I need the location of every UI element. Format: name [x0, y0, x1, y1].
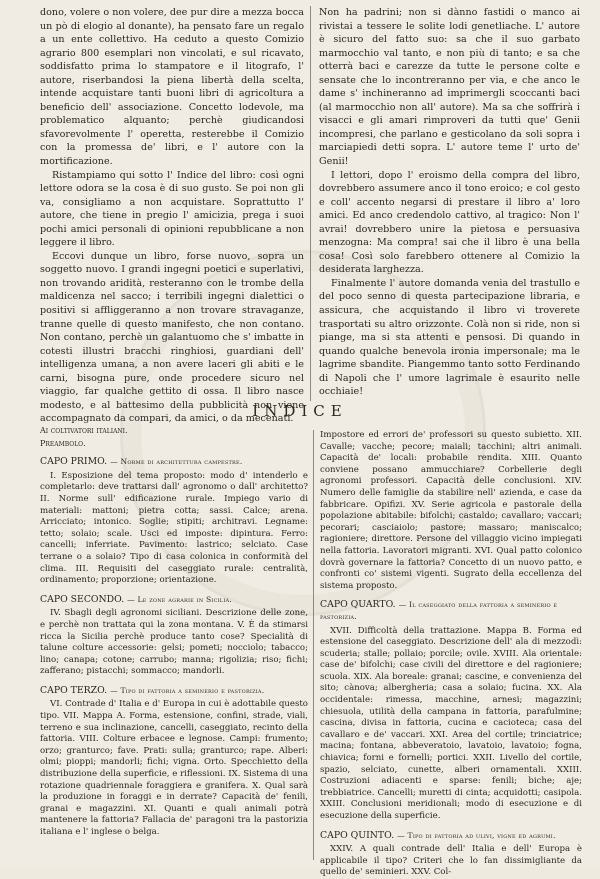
chapter-number: CAPO TERZO.	[40, 684, 108, 696]
article-left-column	[40, 6, 310, 425]
chapter-heading	[320, 599, 582, 622]
chapter-summary: IV. Sbagli degli agronomi siciliani. Descrizione delle zone, e perchè non trattata qui la zona montana. V. È da stimarsi ricca la Sicilia perchè produce tanto cose? Specialità di talune colture accessorie: gelsi; pometi; nocciolo; tabacco; lino; canapa; cotone; carrubo; manna; rigolizia; riso; fichi; zafferano; pistacchi; sommacco; mandorli.	[40, 608, 308, 677]
chapter-heading	[40, 594, 308, 606]
article-paragraph: I lettori, dopo l' eroismo della compra del libro, dovrebbero assumere anco il tono eroico; e col gesto e coll' accento negarsi di prestare il libro a' loro amici. Ed anco credendolo cattivo, al tragico: Non l' avrai! dovrebbero unire la pietosa e persuasiva menzogna: Ma compra! sai che il libro è una bella cosa! Così solo farebbero ottenere al Comizio la desiderata larghezza.	[319, 169, 580, 276]
chapter-summary: XXIV. A quali contrade dell' Italia e dell' Europa è applicabile il tipo? Criteri che lo fan dissimigliante da quello de' seminieri. XXV. Col-	[320, 844, 582, 878]
chapter-heading	[40, 456, 308, 468]
index-right-column	[313, 430, 582, 878]
chapter-number: CAPO QUARTO.	[320, 599, 396, 611]
article-paragraph: Finalmente l' autore domanda venia del trastullo e del poco senno di questa partecipazione libraria, e assicura, che acquistando il libro vi troverete trasportati su altro orizzonte. Colà non si ride, non si piange, ma si sta attenti e pensosi. Di quando in quando qualche benevola ironia impersonale; ma le lagrime sbandite. Piangemmo tanto sotto Ferdinando di Napoli che l' umore lagrimale è esaurito nelle occhiaie!	[319, 277, 580, 398]
chapter-summary: VI. Contrade d' Italia e d' Europa in cui è adottabile questo tipo. VII. Mappa A. Forma, estensione, confini, strade, viali, terreno e sua inclinazione, cancelli, caseggiato, recinto della fattoria. VIII. Colture erbacee e legnose. Campi: frumento; orzo; granturco; fave. Prati: sulla; granturco; rape. Alberi: olmi; pioppi; mandorli; fichi; vigna. Orto. Specchietto della distribuzione della superficie, e riflessioni. IX. Sistema di una rotazione quadriennale foraggiera e granifera. X. Qual sarà la produzione in foraggi e in derrate? Capacità de' fenili, granai e magazzini. XI. Quanti e quali animali potrà mantenere la fattoria? Fallacia de' paragoni tra la pastorizia italiana e l' inglese o belga.	[40, 699, 308, 837]
chapter-heading	[320, 830, 582, 842]
article-paragraph: Eccovi dunque un libro, forse nuovo, sopra un soggetto nuovo. I grandi ingegni poetici e superlativi, non trovando aridità, resteranno con le trombe della maldicenza nel sacco; i terribili ingegni dialettici o positivi si affliggeranno a non trovare stravaganze, tranne quelle di questo manifesto, che non contano. Non contano, perchè un galantuomo che s' imbatte in cotesti illustri bracchi ringhiosi, guardiani dell' intelligenza umana, a non avere laceri gli abiti e le carni, bisogna pure, onde procedere sicuro nel viaggio, far qualche gettito di ossa. Il libro nasce modesto, e al battesimo della pubblicità non viene accompagnato da compari, da amici, o da mecenati.	[40, 250, 304, 425]
chapter-number: CAPO SECONDO.	[40, 593, 125, 605]
chapter-heading	[40, 685, 308, 697]
chapter-summary: I. Esposizione del tema proposto: modo d' intenderlo e completarlo: deve trattarsi dall' agronomo o dall' architetto? II. Norme sull' edificazione rurale. Impiego vario di materiali: mattoni; pietra cotta; sassi. Calce; arena. Arricciato; intonico. Soglie; stipiti; architravi. Legname: tetto; solaio; scale. Usci ed imposte: dipintura. Ferro: cancelli; inferriate. Pavimento: lastrico; selciato. Case terrane o a solaio? Tipo di casa colonica in conformità del clima. III. Requisiti del caseggiato rurale: centralità, ordinamento; proporzione; orientazione.	[40, 470, 308, 586]
chapter-number: CAPO QUINTO.	[320, 829, 395, 841]
chapter-summary-continued: Impostore ed errori de' professori su questo subietto. XII. Cavalle; vacche; pecore; maiali; tacchini; altri animali. Capacità de' locali: probabile rendita. XIII. Quanto conviene possano ammucchiare? Corbellerie degli agronomi professori. Capacità delle conclusioni. XIV. Numero delle famiglie da stabilire nell' azienda, e case da fabbricare. Opifizi. XV. Serie agricola e pastorale della popolazione abitabile: bifolchi; castaldo; cavallaro; vaccari; pecorari; casciaiolo; pastore; massaro; maniscalco; ragioniere; direttore. Persone del villaggio vicino impiegati nella fattoria. Lavoratori migranti. XVI. Qual patto colonico dovrà governare la fattoria? Concetto di un nuovo patto, e confronti co' sistemi vigenti. Sugrato della eccellenza del sistema proposto.	[320, 430, 582, 591]
chapter-subtitle: — Norme di architettura campestre.	[110, 457, 243, 467]
article-paragraph: dono, volere o non volere, dee pur dire a mezza bocca un pò di elogio al donante), ha pensato fare un regalo a un ente collettivo. Ha ceduto a questo Comizio agrario 800 esemplari non vincolati, e sul ricavato, soddisfatto prima lo stampatore e il litografo, l' autore, riserbandosi la piena libertà della scelta, intende acquistare tanti buoni libri di agricoltura a beneficio dell' associazione. Concetto lodevole, ma problematico alquanto; perchè giudicandosi sfavorevolmente l' operetta, resterebbe il Comizio con la promessa de' libri, e l' autore con la mortificazione.	[40, 7, 304, 168]
index-left-column	[40, 425, 308, 855]
index-dedication: Ai coltivatori italiani.	[40, 426, 128, 435]
index-title: INDICE	[252, 402, 348, 420]
article-columns	[40, 6, 580, 425]
chapter-subtitle: — Le zone agrarie in Sicilia.	[127, 594, 232, 604]
article-right-column	[310, 6, 580, 401]
chapter-number: CAPO PRIMO.	[40, 456, 108, 468]
index-preface: Preambolo.	[40, 438, 86, 448]
chapter-subtitle: — Il caseggiato della fattoria a seminerio e pastorizia.	[320, 600, 558, 621]
chapter-subtitle: — Tipo di fattoria a seminerio e pastorizia.	[110, 685, 265, 695]
chapter-summary: XVII. Difficoltà della trattazione. Mappa B. Forma ed estensione del caseggiato. Descrizione dell' ala di mezzodì: scuderia; stalle; pollaio; porcile; ovile. XVIII. Ala orientale: case de' bifolchi; case civili del direttore e del ragioniere; scuola. XIX. Ala boreale: granai; cascine, e convenienza del sito; cànova; albergheria; casa a solaio; fucina. XX. Ala occidentale: rimessa, macchine, arnesi; magazzini; chiesuola, utilità della campana in fattoria, parafulmine; cascina, divisa in fattoria, cucina e cacioteca; casa del cavallaro e de' vaccari. XXI. Area del cortile; trinciatrice; macina; fontana, abbeveratoio, lavatoio, lavatoio; fogna, chiavica; forni e fornelli; portici. XXII. Livello del cortile, spazio, selciato, cunette, alberi ornamentali. XXIII. Costruzioni adiacenti e sparse: fenili; biche; aje; trebbiatrice. Cancelli; muretti di cinta; acquidotti; casipola. XXIII. Conclusioni meridionali; modo di esecuzione e di esecuzione della superficie.	[320, 625, 582, 821]
chapter-subtitle: — Tipo di fattoria ad ulivi, vigne ed agrumi.	[397, 830, 556, 840]
article-paragraph: Ristampiamo qui sotto l' Indice del libro: così ogni lettore odora se la cosa è di suo gusto. Se poi non gli va, consigliamo a non acquistare. Soprattutto l' autore, che tiene in pregio l' amicizia, prega i suoi pochi amici personali di opinioni repubblicane a non leggere il libro.	[40, 169, 304, 249]
article-paragraph: Non ha padrini; non si dànno fastidi o manco ai rivistai a tessere le solite lodi genetliache. L' autore è sicuro del fatto suo: sa che il suo garbato marmocchio val tanto, e non più di tanto; e sa che otterrà baci e carezze da tutte le persone colte e sensate che lo incontreranno per via, e che anco le dame s' inchineranno ad imprimergli scoccanti baci (al marmocchio non all' autore). Ma sa che soffrirà i visacci e gli amari rimproveri da tutti que' Genii incompresi, che parlano e gesticolano da soli sopra i marciapiedi detti sopra. L' autore teme l' urto de' Genii!	[319, 7, 580, 168]
